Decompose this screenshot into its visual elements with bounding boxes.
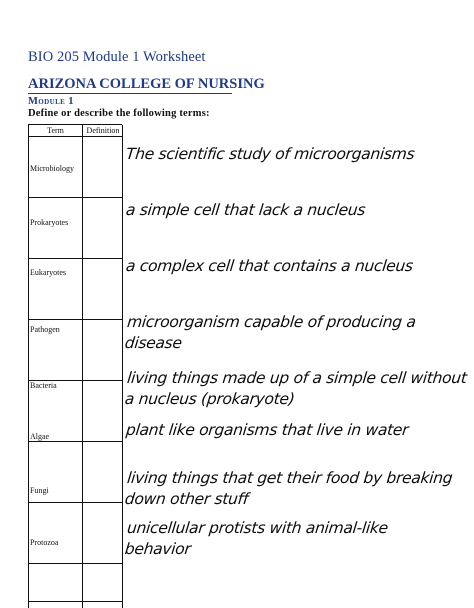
row-divider	[29, 319, 123, 320]
term-protozoa: Protozoa	[30, 538, 59, 547]
term-algae: Algae	[30, 432, 50, 441]
row-divider	[29, 502, 123, 503]
term-prokaryotes: Prokaryotes	[30, 218, 69, 227]
term-eukaryotes: Eukaryotes	[30, 268, 66, 277]
instructions: Define or describe the following terms:	[28, 108, 210, 119]
module-label: Module 1	[28, 96, 74, 107]
title-rule	[28, 93, 232, 94]
term-pathogen: Pathogen	[30, 325, 60, 334]
row-divider	[29, 136, 123, 137]
answer-prokaryotes: a simple cell that lack a nucleus	[125, 201, 367, 219]
header-definition: Definition	[86, 126, 120, 135]
school-name: ARIZONA COLLEGE OF NURSING	[28, 76, 265, 92]
answer-microbiology: The scientific study of microorganisms	[125, 145, 416, 163]
term-microbiology: Microbiology	[30, 164, 74, 173]
header-term: Term	[47, 126, 64, 135]
answer-protozoa: unicellular protists with animal-like behavior	[124, 519, 389, 558]
answer-algae: plant like organisms that live in water	[125, 421, 410, 439]
worksheet-title: BIO 205 Module 1 Worksheet	[28, 49, 206, 65]
terms-table	[28, 124, 122, 608]
term-fungi: Fungi	[30, 486, 49, 495]
row-divider	[29, 441, 123, 442]
term-bacteria: Bacteria	[30, 381, 57, 390]
row-divider	[29, 563, 123, 564]
row-divider	[29, 197, 123, 198]
answer-pathogen: microorganism capable of producing a disease	[124, 313, 417, 352]
answer-fungi: living things that get their food by breaking down other stuff	[124, 469, 454, 508]
answer-bacteria: living things made up of a simple cell without a nucleus (prokaryote)	[124, 369, 468, 408]
row-divider	[29, 601, 123, 602]
row-divider	[29, 258, 123, 259]
answer-eukaryotes: a complex cell that contains a nucleus	[125, 257, 414, 275]
